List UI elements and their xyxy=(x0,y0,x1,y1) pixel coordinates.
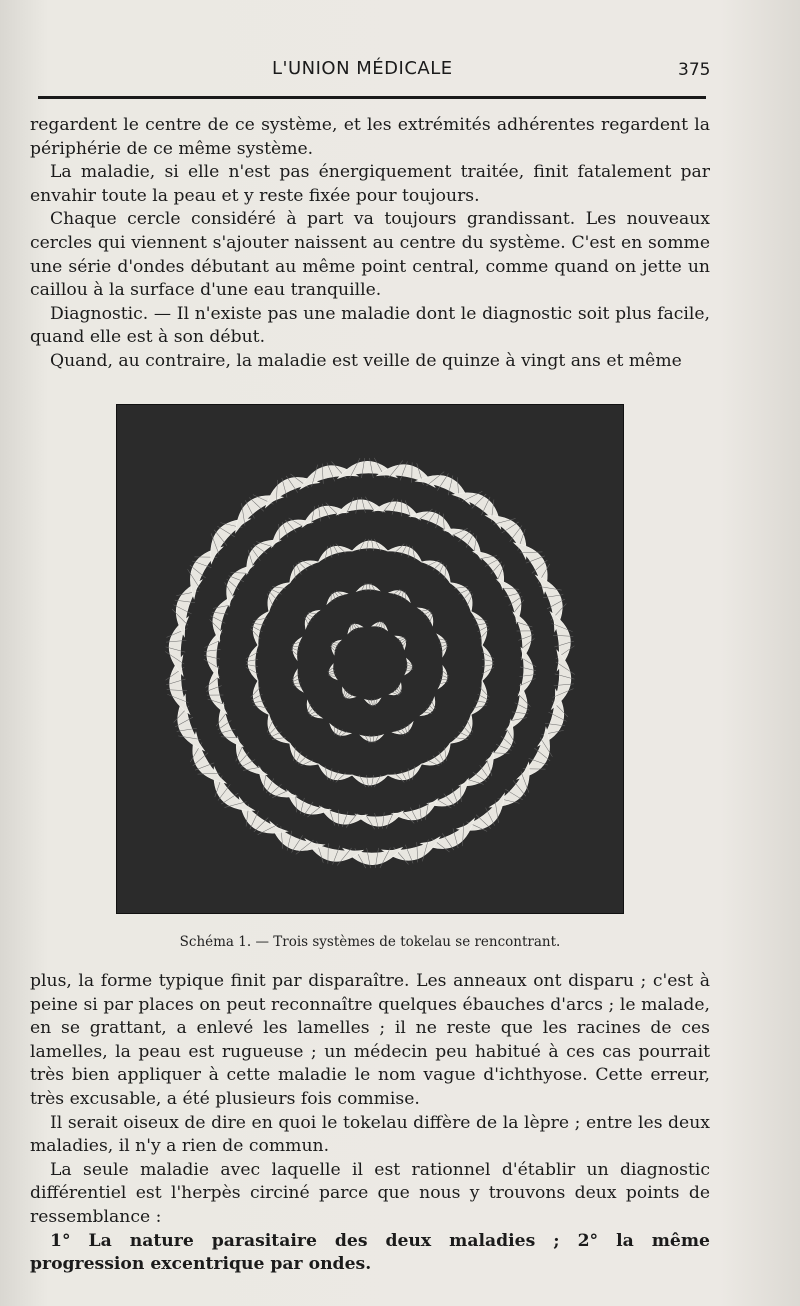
scale-mark xyxy=(301,700,322,723)
scale-mark xyxy=(352,539,388,551)
scale-mark xyxy=(372,619,389,630)
scale-mark xyxy=(202,667,227,717)
scale-mark xyxy=(450,576,481,612)
scale-mark xyxy=(343,848,402,869)
scale-mark xyxy=(518,648,537,697)
scale-mark xyxy=(356,583,379,591)
paragraph: Quand, au contraire, la maladie est veille de quinze à vingt ans et même xyxy=(50,350,682,371)
scale-mark xyxy=(355,811,404,830)
scale-mark xyxy=(418,603,439,626)
scale-mark xyxy=(327,724,351,741)
page-number: 375 xyxy=(678,60,711,80)
paragraph: regardent le centre de ce système, et les extrémités adhérentes regardent la périphérie de ce même système. xyxy=(30,115,710,159)
paragraph: Chaque cercle considéré à part va toujours grandissant. Les nouveaux cercles qui viennent s'ajouter naissent au centre du système. C'est en somme une série d'ondes débutant au même point central, comme quand on jette un caillou à la surface d'une eau tranquille. xyxy=(30,209,710,301)
paragraph: plus, la forme typique finit par disparaître. Les anneaux ont disparu ; c'est à peine si par places on peut reconnaître quelques ébauches d'arcs ; le malade, en se grattant, a enlevé les lamelles ; il ne reste que les racines de ces lamelles, la peau est rugueuse ; un médecin peu habitué à ces cas pourrait très bien appliquer à cette maladie le nom vague d'ichthyose. Cette erreur, très excusable, a été plusieurs fois commise. xyxy=(30,971,710,1109)
scale-mark xyxy=(450,714,481,750)
scale-mark xyxy=(471,681,494,719)
scale-mark xyxy=(393,722,417,739)
header-rule xyxy=(38,96,706,99)
tokelau-rings-illustration xyxy=(117,405,623,913)
scale-mark xyxy=(421,552,457,583)
scale-mark xyxy=(388,539,426,562)
scale-mark xyxy=(395,632,410,649)
scale-mark xyxy=(459,752,504,797)
text-block-bottom xyxy=(30,970,710,1277)
scale-mark xyxy=(328,637,341,655)
scale-mark xyxy=(290,670,303,694)
scale-mark xyxy=(388,764,426,787)
scale-mark xyxy=(315,764,353,787)
paragraph: La maladie, si elle n'est pas énergiquement traitée, finit fatalement par envahir toute la peau et y reste fixée pour toujours. xyxy=(30,162,710,206)
scale-mark xyxy=(513,609,538,659)
scale-mark xyxy=(421,743,457,774)
scale-mark xyxy=(338,688,355,703)
scale-mark xyxy=(352,775,388,787)
scale-mark xyxy=(283,743,319,774)
paragraph: Il serait oiseux de dire en quoi le tokelau diffère de la lèpre ; entre les deux maladies, il n'y a rien de commun. xyxy=(30,1112,710,1157)
scale-mark xyxy=(438,666,450,690)
scale-mark xyxy=(389,683,405,699)
paragraph-diagnostic: Diagnostic. — Il n'existe pas une maladie dont le diagnostic soit plus facile, quand elle est à son début. xyxy=(30,303,710,348)
scale-mark xyxy=(338,458,397,479)
scale-mark xyxy=(246,645,258,681)
scale-mark xyxy=(323,587,347,604)
scale-mark xyxy=(259,714,290,750)
scale-mark xyxy=(405,659,414,676)
running-header xyxy=(0,56,800,86)
scale-mark xyxy=(345,620,363,633)
scale-mark xyxy=(336,496,385,515)
scale-mark xyxy=(246,608,269,646)
scale-mark xyxy=(326,664,337,681)
schema-figure xyxy=(116,404,624,914)
scale-mark xyxy=(471,608,494,646)
paragraph-conclusion: 1° La nature parasitaire des deux maladies ; 2° la même progression excentrique par ondes. xyxy=(30,1230,710,1275)
scale-mark xyxy=(299,606,319,629)
scale-mark xyxy=(420,697,440,720)
scale-mark xyxy=(482,645,494,681)
paragraph: La seule maladie avec laquelle il est rationnel d'établir un diagnostic différentiel est l'herpès circiné parce que nous y trouvons deux points de ressemblance : xyxy=(30,1159,710,1227)
scale-mark xyxy=(389,586,413,603)
scale-mark xyxy=(283,552,319,583)
scale-mark xyxy=(360,735,383,743)
scale-mark xyxy=(246,681,269,719)
scale-mark xyxy=(365,698,381,706)
scale-mark xyxy=(259,576,290,612)
journal-title: L'UNION MÉDICALE xyxy=(272,58,453,79)
scale-mark xyxy=(235,529,280,574)
text-block-top xyxy=(30,114,710,374)
scale-mark xyxy=(289,636,301,660)
scale-mark xyxy=(315,539,353,562)
figure-caption: Schéma 1. — Trois systèmes de tokelau se rencontrant. xyxy=(179,934,561,950)
scale-mark xyxy=(552,650,577,711)
scale-mark xyxy=(437,632,450,656)
